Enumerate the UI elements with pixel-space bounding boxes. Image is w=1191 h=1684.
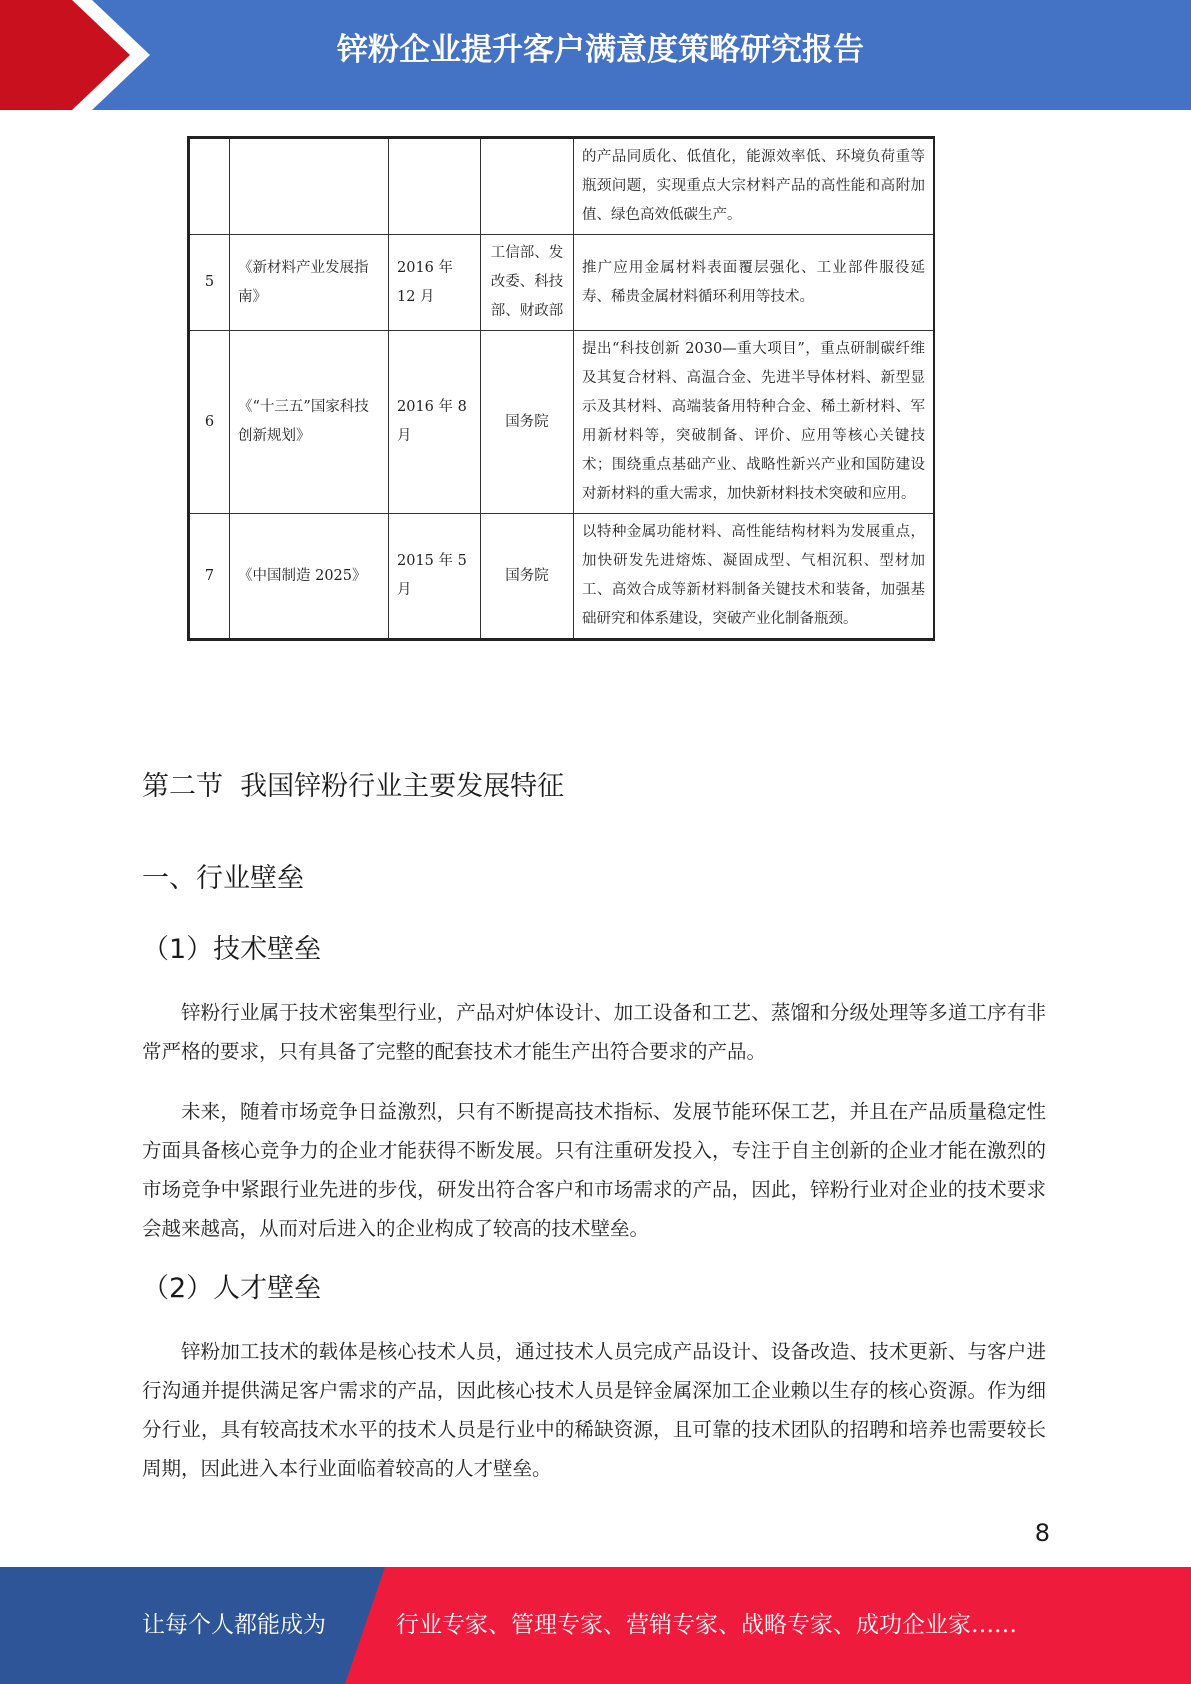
policy-date: 2016 年 8 月 bbox=[389, 331, 481, 514]
footer-slogan-left: 让每个人都能成为 bbox=[142, 1612, 326, 1638]
policy-department: 工信部、发改委、科技部、财政部 bbox=[481, 235, 574, 331]
page-number: 8 bbox=[1034, 1519, 1050, 1547]
policy-content: 提出“科技创新 2030—重大项目”，重点研制碳纤维及其复合材料、高温合金、先进半导体材料、新型显示及其材料、高端装备用特种合金、稀土新材料、军用新材料等，突破制备、评价、应用等核心关键技术；围绕重点基础产业、战略性新兴产业和国防建设对新材料的重大需求，加快新材料技术突破和应用。 bbox=[574, 331, 935, 514]
policy-date: 2015 年 5 月 bbox=[389, 514, 481, 640]
row-number bbox=[189, 138, 230, 235]
policy-table bbox=[187, 136, 935, 641]
policy-content: 推广应用金属材料表面覆层强化、工业部件服役延寿、稀贵金属材料循环利用等技术。 bbox=[574, 235, 935, 331]
heading-talent-barrier: （2）人才壁垒 bbox=[142, 1273, 322, 1304]
row-number: 6 bbox=[189, 331, 230, 514]
policy-name: 《中国制造 2025》 bbox=[230, 514, 389, 640]
row-number: 5 bbox=[189, 235, 230, 331]
table-row bbox=[189, 331, 935, 514]
page-header bbox=[0, 0, 1191, 110]
report-title: 锌粉企业提升客户满意度策略研究报告 bbox=[337, 32, 864, 68]
table-row bbox=[189, 235, 935, 331]
paragraph: 锌粉行业属于技术密集型行业，产品对炉体设计、加工设备和工艺、蒸馏和分级处理等多道工序有非常严格的要求，只有具备了完整的配套技术才能生产出符合要求的产品。 bbox=[142, 1001, 1046, 1063]
footer-slogan-right: 行业专家、管理专家、营销专家、战略专家、成功企业家…… bbox=[396, 1612, 1017, 1638]
table-row bbox=[189, 514, 935, 640]
page-footer bbox=[0, 1567, 1191, 1684]
policy-name bbox=[230, 138, 389, 235]
policy-name: 《新材料产业发展指南》 bbox=[230, 235, 389, 331]
heading-tech-barrier: （1）技术壁垒 bbox=[142, 934, 322, 965]
policy-name: 《“十三五”国家科技创新规划》 bbox=[230, 331, 389, 514]
policy-department: 国务院 bbox=[481, 514, 574, 640]
row-number: 7 bbox=[189, 514, 230, 640]
paragraph: 未来，随着市场竞争日益激烈，只有不断提高技术指标、发展节能环保工艺，并且在产品质量稳定性方面具备核心竞争力的企业才能获得不断发展。只有注重研发投入，专注于自主创新的企业才能在激烈的市场竞争中紧跟行业先进的步伐，研发出符合客户和市场需求的产品，因此，锌粉行业对企业的技术要求会越来越高，从而对后进入的企业构成了较高的技术壁垒。 bbox=[142, 1100, 1046, 1240]
policy-content: 以特种金属功能材料、高性能结构材料为发展重点，加快研发先进熔炼、凝固成型、气相沉积、型材加工、高效合成等新材料制备关键技术和装备，加强基础研究和体系建设，突破产业化制备瓶颈。 bbox=[574, 514, 935, 640]
table-row bbox=[189, 138, 935, 235]
paragraph: 锌粉加工技术的载体是核心技术人员，通过技术人员完成产品设计、设备改造、技术更新、与客户进行沟通并提供满足客户需求的产品，因此核心技术人员是锌金属深加工企业赖以生存的核心资源。作为细分行业，具有较高技术水平的技术人员是行业中的稀缺资源，且可靠的技术团队的招聘和培养也需要较长周期，因此进入本行业面临着较高的人才壁垒。 bbox=[142, 1340, 1046, 1480]
policy-department bbox=[481, 138, 574, 235]
policy-department: 国务院 bbox=[481, 331, 574, 514]
policy-date bbox=[389, 138, 481, 235]
policy-content: 的产品同质化、低值化，能源效率低、环境负荷重等瓶颈问题，实现重点大宗材料产品的高性能和高附加值、绿色高效低碳生产。 bbox=[574, 138, 935, 235]
policy-date: 2016 年 12 月 bbox=[389, 235, 481, 331]
heading-industry-barriers: 一、行业壁垒 bbox=[142, 863, 304, 894]
section-title: 第二节 我国锌粉行业主要发展特征 bbox=[142, 771, 565, 802]
